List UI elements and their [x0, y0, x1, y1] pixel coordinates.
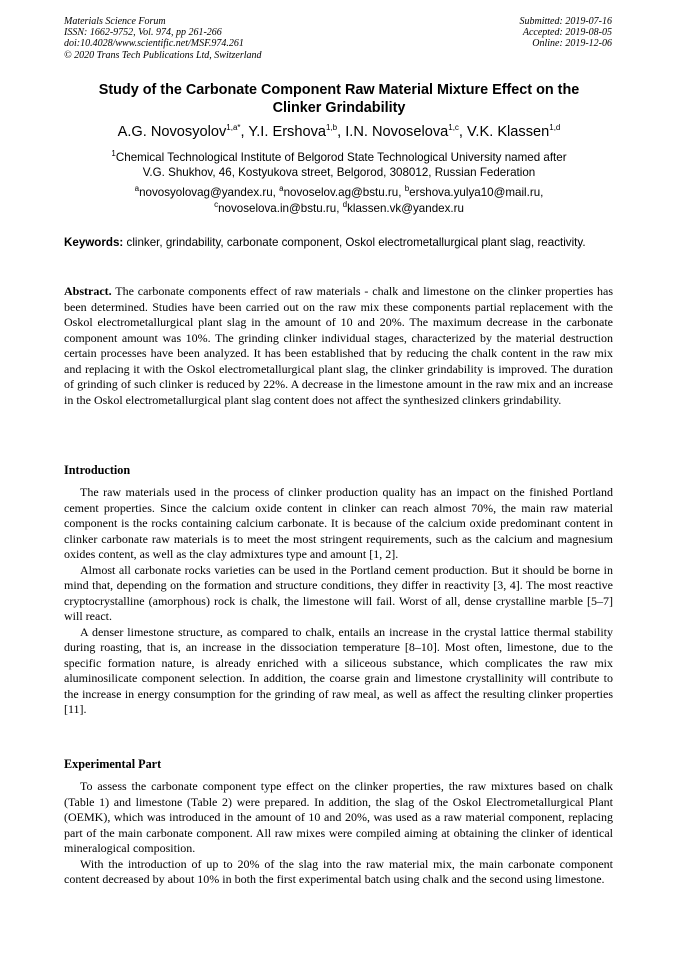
accepted-date: Accepted: 2019-08-05: [522, 27, 612, 39]
affiliation-mark: 1: [111, 149, 116, 159]
keywords: [64, 235, 613, 250]
email-mark: a: [279, 184, 284, 194]
affiliation-line-2: V.G. Shukhov, 46, Kostyukova street, Belgorod, 308012, Russian Federation: [142, 166, 536, 180]
email-mark: c: [214, 199, 219, 209]
author-name: V.K. Klassen: [467, 124, 550, 140]
author-name: I.N. Novoselova: [345, 124, 449, 140]
journal-info: [64, 16, 262, 61]
abstract-label: Abstract.: [64, 284, 112, 298]
author-list: A.G. Novosyolov$^{1,a*}$, Y.I. Ershova$^{1,b}$, I.N. Novoselova$^{1,c}$, V.K. Klassen$^{1,d}$: [117, 123, 561, 140]
author-name: Y.I. Ershova: [248, 124, 326, 140]
author-affiliation-mark: 1,b: [326, 123, 338, 133]
email-mark: d: [342, 199, 348, 209]
experimental-paragraph: With the introduction of up to 20% of the slag into the raw material mix, the main carbonate component content decreased by about 10% in both the first experimental batch using chalk and the second using limestone.: [64, 856, 613, 886]
paper-title: [60, 81, 618, 117]
doi-line: doi:10.4028/www.scientific.net/MSF.974.261: [64, 38, 244, 50]
email-mark: b: [404, 184, 410, 194]
copyright-line: © 2020 Trans Tech Publications Ltd, Switzerland: [64, 49, 262, 61]
affiliation-line-1: Chemical Technological Institute of Belgorod State Technological University named after: [115, 151, 567, 164]
abstract: [64, 284, 613, 408]
online-date: Online: 2019-12-06: [532, 38, 612, 50]
experimental-section: [64, 779, 613, 888]
intro-paragraph: The raw materials used in the process of clinker production quality has an impact on the finished Portland cement properties. Since the calcium oxide content in clinker can reach almost 70%, the main raw material component is the rocks containing calcium carbonate. It is because of the calcium oxide predominant content in clinker carbonate raw materials is to meet the most stringent requirements, such as the calcium and magnesium oxides content, as well as the clay admixtures type and amount [1, 2].: [64, 485, 613, 561]
paper-title-line-2: Clinker Grindability: [272, 100, 406, 116]
affiliation: [60, 150, 618, 181]
abstract-text: The carbonate components effect of raw materials - chalk and limestone on the clinker properties has been determined. Studies have been carried out on the raw mix these components partial replacement with the Oskol electrometallurgical plant slag in the amount of 10 and 20%. The maximum decrease in the carbonate component amount was 10%. The grinding clinker individual stages, characterized by the material destruction certain processes have been analyzed. It has been established that by reducing the chalk content in the raw mix and replacing it with the Oskol electrometallurgical plant slag, the clinker grindability is improved. The duration of grinding of such clinker is reduced by 22%. A decrease in the limestone amount in the raw mix and an increase in the Oskol electrometallurgical plant slag content does not affect the synthesized clinkers grindability.: [64, 284, 613, 407]
journal-name: Materials Science Forum: [64, 16, 166, 27]
intro-paragraph: Almost all carbonate rocks varieties can be used in the Portland cement production. But it should be borne in mind that, depending on the formation and structure conditions, they differ in reactivity [3, 4]. The most reactive cryptocrystalline (amorphous) rock is chalk, the limestone will fail. Worst of all, dense crystalline marble [5–7] will react.: [64, 562, 613, 623]
intro-heading: Introduction: [64, 463, 131, 477]
keywords-text: clinker, grindability, carbonate component, Oskol electrometallurgical plant slag, reactivity.: [126, 236, 586, 249]
paper-title-line-1: Study of the Carbonate Component Raw Material Mixture Effect on the: [98, 82, 580, 98]
intro-section: [64, 485, 613, 718]
email-address: novosyolovag@yandex.ru: [139, 186, 273, 199]
author-affiliation-mark: 1,d: [549, 123, 561, 133]
issn-line: ISSN: 1662-9752, Vol. 974, pp 261-266: [64, 27, 222, 39]
email-mark: a: [134, 184, 140, 194]
author-affiliation-mark: 1,c: [448, 123, 459, 133]
email-address: ershova.yulya10@mail.ru: [409, 186, 541, 199]
keywords-label: Keywords:: [64, 236, 124, 249]
email-address: novoselov.ag@bstu.ru: [283, 186, 399, 199]
submitted-date: Submitted: 2019-07-16: [519, 16, 612, 27]
experimental-heading: Experimental Part: [64, 757, 162, 771]
author-affiliation-mark: 1,a*: [226, 123, 241, 133]
intro-paragraph: A denser limestone structure, as compared to chalk, entails an increase in the crystal lattice thermal stability during roasting, that is, an increase in the dissociation temperature [8–10]. Most often, limestone, due to the specific formation nature, is already enriched with a siliceous substance, which complicates the raw mix aluminosilicate component selection. In addition, the coarse grain and limestone crystallinity will contribute to the increase in energy consumption for the grinding of raw meal, as well as affect the resulting clinker properties [11].: [64, 624, 613, 716]
email-address: klassen.vk@yandex.ru: [347, 201, 464, 215]
email-address: novoselova.in@bstu.ru: [218, 201, 337, 215]
author-name: A.G. Novosyolov: [117, 124, 227, 140]
submission-dates: [520, 16, 613, 50]
experimental-paragraph: To assess the carbonate component type effect on the clinker properties, the raw mixtures based on chalk (Table 1) and limestone (Table 2) were prepared. In addition, the slag of the Oskol Electrometallurgical Plant (OEMK), which was introduced in the amount of 10 and 20%, was used as a raw material component, replacing part of the main carbonate component. All raw mixes were compiled aiming at obtaining the clinker of identical mineralogical composition.: [64, 779, 613, 855]
author-emails: $^a$novosyolovag@yandex.ru, $^a$novoselov.ag@bstu.ru, $^b$ershova.yulya10@mail.ru, $^c$novoselova.in@bstu.ru, $^d$klassen.vk@yandex.ru: [134, 184, 544, 215]
